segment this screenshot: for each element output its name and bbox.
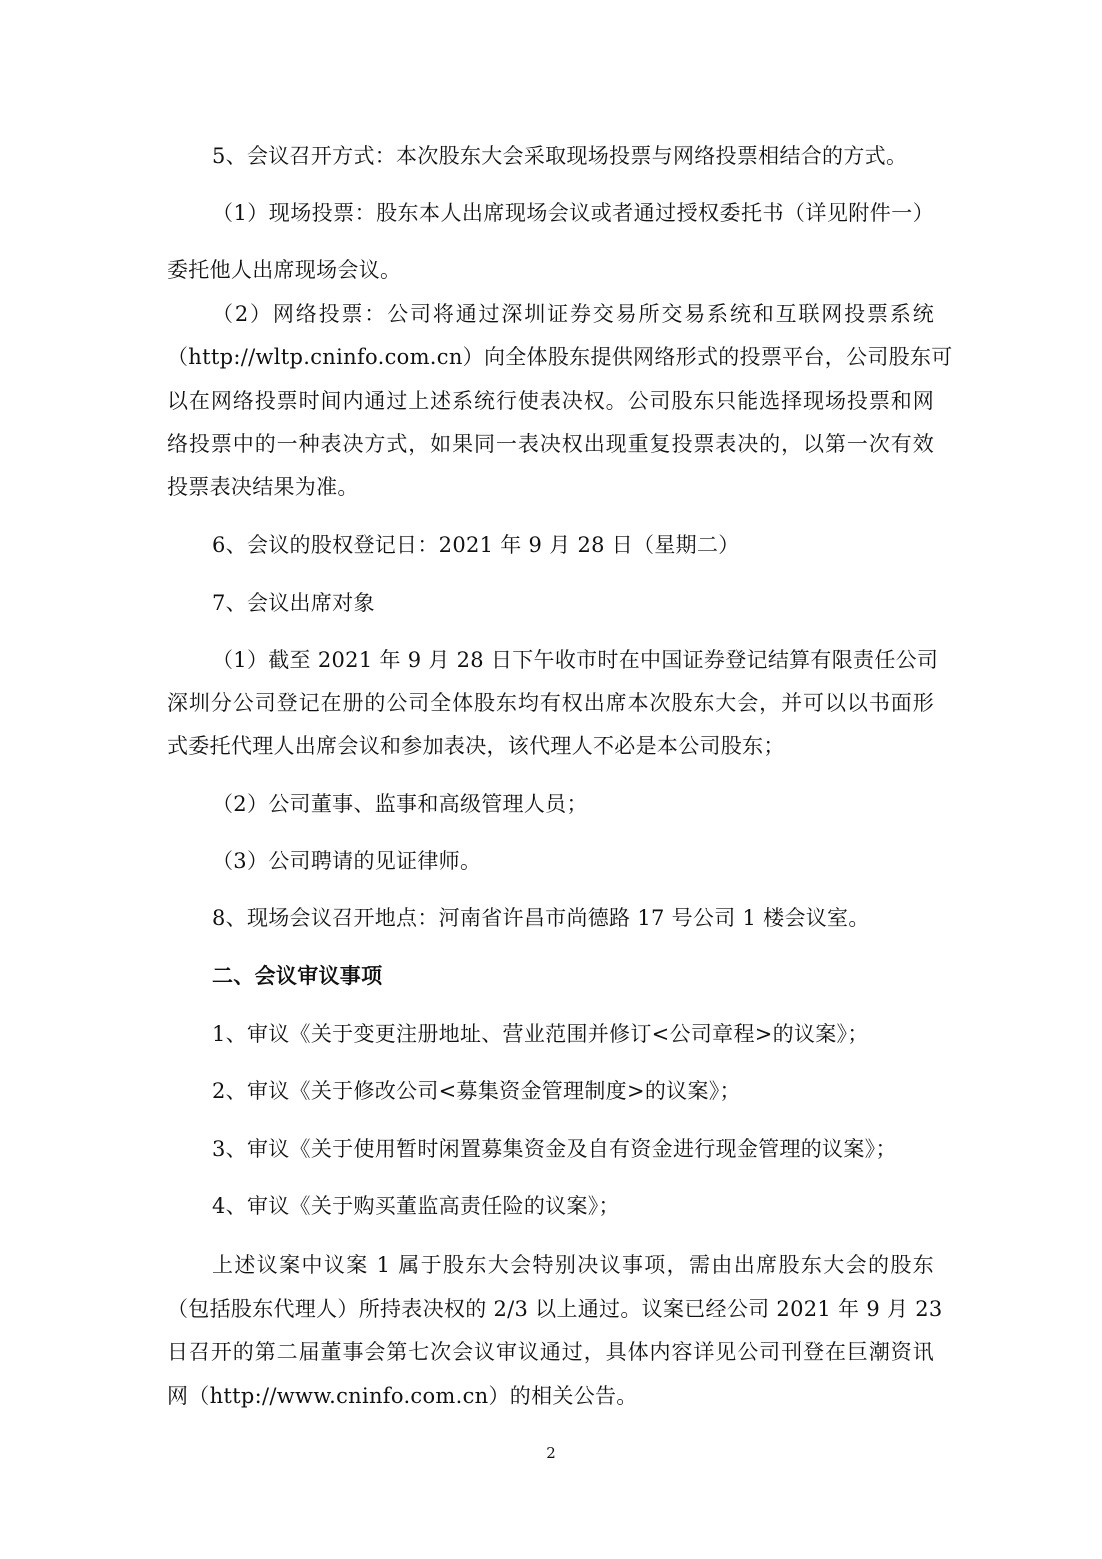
item-5-1-onsite-voting-cont: 委托他人出席现场会议。: [167, 258, 402, 282]
page-number: 2: [546, 1444, 556, 1462]
item-8-location: 8、现场会议召开地点：河南省许昌市尚德路 17 号公司 1 楼会议室。: [212, 906, 870, 930]
item-6-record-date: 6、会议的股权登记日：2021 年 9 月 28 日（星期二）: [212, 533, 740, 557]
agenda-note-line2: （包括股东代理人）所持表决权的 2/3 以上通过。议案已经公司 2021 年 9 月 23: [167, 1297, 943, 1321]
agenda-item-1: 1、审议《关于变更注册地址、营业范围并修订<公司章程>的议案》；: [212, 1022, 869, 1046]
item-7-2-directors: （2）公司董事、监事和高级管理人员；: [212, 792, 588, 816]
agenda-item-2: 2、审议《关于修改公司<募集资金管理制度>的议案》；: [212, 1079, 741, 1103]
item-7-1-shareholders-line3: 式委托代理人出席会议和参加表决，该代理人不必是本公司股东；: [167, 734, 785, 758]
agenda-note: 上述议案中议案 1 属于股东大会特别决议事项，需由出席股东大会的股东: [212, 1253, 934, 1277]
agenda-note-line4: 网（http://www.cninfo.com.cn）的相关公告。: [167, 1384, 638, 1408]
item-5-2-online-voting: （2）网络投票：公司将通过深圳证券交易所交易系统和互联网投票系统: [212, 302, 934, 326]
agenda-item-4: 4、审议《关于购买董监高责任险的议案》；: [212, 1194, 620, 1218]
section-heading-agenda: 二、会议审议事项: [212, 963, 383, 988]
item-7-3-lawyer: （3）公司聘请的见证律师。: [212, 849, 482, 873]
agenda-note-line3: 日召开的第二届董事会第七次会议审议通过，具体内容详见公司刊登在巨潮资讯: [167, 1340, 934, 1364]
item-7-1-shareholders: （1）截至 2021 年 9 月 28 日下午收市时在中国证券登记结算有限责任公司: [212, 648, 939, 672]
item-7-attendees: 7、会议出席对象: [212, 591, 375, 615]
item-5-meeting-method: 5、会议召开方式：本次股东大会采取现场投票与网络投票相结合的方式。: [212, 144, 908, 168]
item-5-2-online-voting-line3: 以在网络投票时间内通过上述系统行使表决权。公司股东只能选择现场投票和网: [167, 389, 934, 413]
item-5-2-online-voting-line2: （http://wltp.cninfo.com.cn）向全体股东提供网络形式的投票平台，公司股东可: [167, 345, 953, 369]
item-5-1-onsite-voting: （1）现场投票：股东本人出席现场会议或者通过授权委托书（详见附件一）: [212, 201, 934, 225]
item-5-2-online-voting-line4: 络投票中的一种表决方式，如果同一表决权出现重复投票表决的，以第一次有效: [167, 432, 934, 456]
item-5-2-online-voting-line5: 投票表决结果为准。: [167, 475, 359, 499]
agenda-item-3: 3、审议《关于使用暂时闲置募集资金及自有资金进行现金管理的议案》；: [212, 1137, 897, 1161]
item-7-1-shareholders-line2: 深圳分公司登记在册的公司全体股东均有权出席本次股东大会，并可以以书面形: [167, 691, 934, 715]
